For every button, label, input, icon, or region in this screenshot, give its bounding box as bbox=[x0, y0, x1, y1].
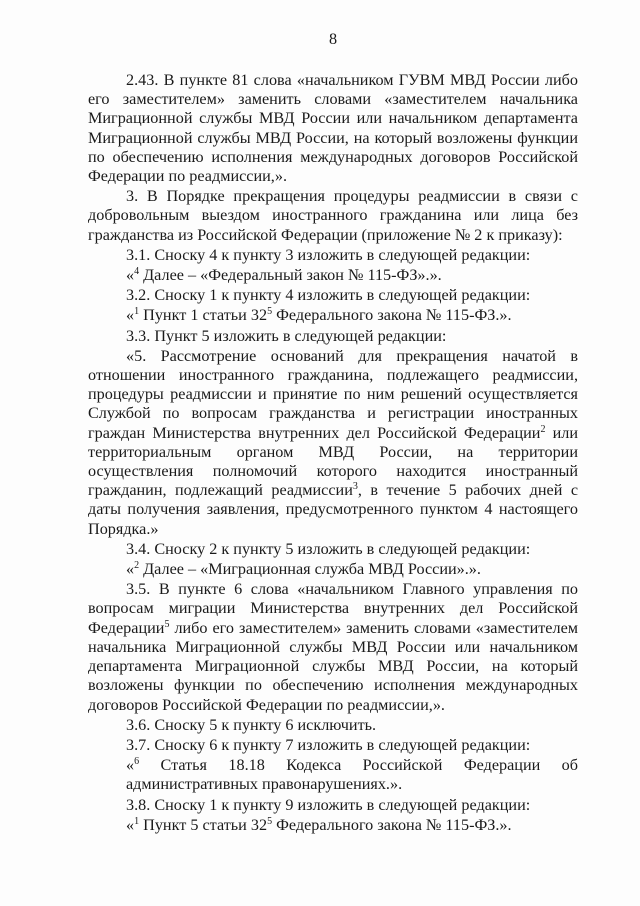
quote-open: « bbox=[126, 266, 135, 285]
footnote-body: Пункт 1 статьи 32 bbox=[139, 306, 268, 325]
paragraph-5-new-text bbox=[88, 347, 578, 539]
footnote-marker: 1 bbox=[134, 306, 140, 318]
text-part: «5. Рассмотрение оснований для прекращения начатой в отношении иностранного гражданина, подлежащего реадмиссии, процедуры реадмиссии и принятие по ним решений осуществляется Службой по вопросам гражданства и регистрации иностранных граждан Министерства внутренних дел Российской Федерации bbox=[88, 346, 578, 442]
footnote-1-text bbox=[88, 306, 578, 325]
quote-open: « bbox=[126, 756, 135, 775]
paragraph-3-7: 3.7. Сноску 6 к пункту 7 изложить в следующей редакции: bbox=[126, 735, 531, 754]
footnote-2-text bbox=[88, 560, 578, 579]
footnote-marker: 6 bbox=[134, 756, 140, 768]
paragraph-3-5 bbox=[88, 580, 578, 714]
footnote-marker: 5 bbox=[164, 618, 170, 630]
footnote-1-text-2 bbox=[88, 816, 578, 835]
footnote-body-end: Федерального закона № 115-ФЗ.». bbox=[272, 306, 512, 325]
text-part: 3.5. В пункте 6 слова «начальником Главного управления по вопросам миграции Министерства внутренних дел Российской Федерации bbox=[88, 580, 578, 637]
footnote-body: Далее – «Миграционная служба МВД России».». bbox=[139, 560, 481, 579]
paragraph-3: 3. В Порядке прекращения процедуры реадмиссии в связи с добровольным выездом иностранного гражданина или лица без гражданства из Российской Федерации (приложение № 2 к приказу): bbox=[88, 187, 578, 244]
page-number: 8 bbox=[328, 30, 338, 48]
footnote-body: Пункт 5 статьи 32 bbox=[139, 815, 268, 834]
quote-open: « bbox=[126, 560, 135, 579]
text-part: , в течение 5 рабочих дней с даты получения заявления, предусмотренного пунктом 4 настоящего Порядка.» bbox=[88, 481, 578, 538]
paragraph-2-43: 2.43. В пункте 81 слова «начальником ГУВМ МВД России либо его заместителем» заменить словами «заместителем начальника Миграционной службы МВД России или начальником департамента Миграционной службы МВД России, на который возложены функции по обеспечению исполнения международных договоров Российской Федерации по реадмиссии,». bbox=[88, 71, 578, 186]
footnote-body-end: Федерального закона № 115-ФЗ.». bbox=[272, 815, 512, 834]
text-part: либо его заместителем» заменить словами «заместителем начальника Миграционной службы МВД России или начальником департамента Миграционной службы МВД России, на который возложены функции по обеспечению исполнения международных договоров Российской Федерации по реадмиссии,». bbox=[88, 618, 578, 714]
paragraph-3-1: 3.1. Сноску 4 к пункту 3 изложить в следующей редакции: bbox=[126, 245, 531, 264]
paragraph-3-4: 3.4. Сноску 2 к пункту 5 изложить в следующей редакции: bbox=[126, 539, 531, 558]
article-superscript: 5 bbox=[267, 815, 273, 827]
quote-open: « bbox=[126, 815, 135, 834]
paragraph-3-3: 3.3. Пункт 5 изложить в следующей редакции: bbox=[126, 326, 447, 345]
quote-open: « bbox=[126, 306, 135, 325]
paragraph-3-6: 3.6. Сноску 5 к пункту 6 исключить. bbox=[126, 715, 377, 734]
article-superscript: 5 bbox=[267, 306, 273, 318]
footnote-4-text bbox=[88, 266, 578, 285]
footnote-marker: 2 bbox=[134, 560, 140, 572]
footnote-6-text bbox=[88, 756, 578, 794]
footnote-marker: 3 bbox=[352, 481, 358, 493]
paragraph-3-2: 3.2. Сноску 1 к пункту 4 изложить в следующей редакции: bbox=[126, 286, 531, 305]
footnote-marker: 2 bbox=[540, 423, 546, 435]
footnote-body: Статья 18.18 Кодекса Российской Федерации об административных правонарушениях.». bbox=[126, 756, 578, 794]
text-part: или территориальным органом МВД России, на территории осуществления полномочий которого находится иностранный гражданин, подлежащий реадмиссии bbox=[88, 423, 579, 500]
footnote-body: Далее – «Федеральный закон № 115-ФЗ».». bbox=[139, 266, 442, 285]
footnote-marker: 1 bbox=[134, 815, 140, 827]
footnote-marker: 4 bbox=[134, 266, 140, 278]
paragraph-3-8: 3.8. Сноску 1 к пункту 9 изложить в следующей редакции: bbox=[126, 795, 531, 814]
